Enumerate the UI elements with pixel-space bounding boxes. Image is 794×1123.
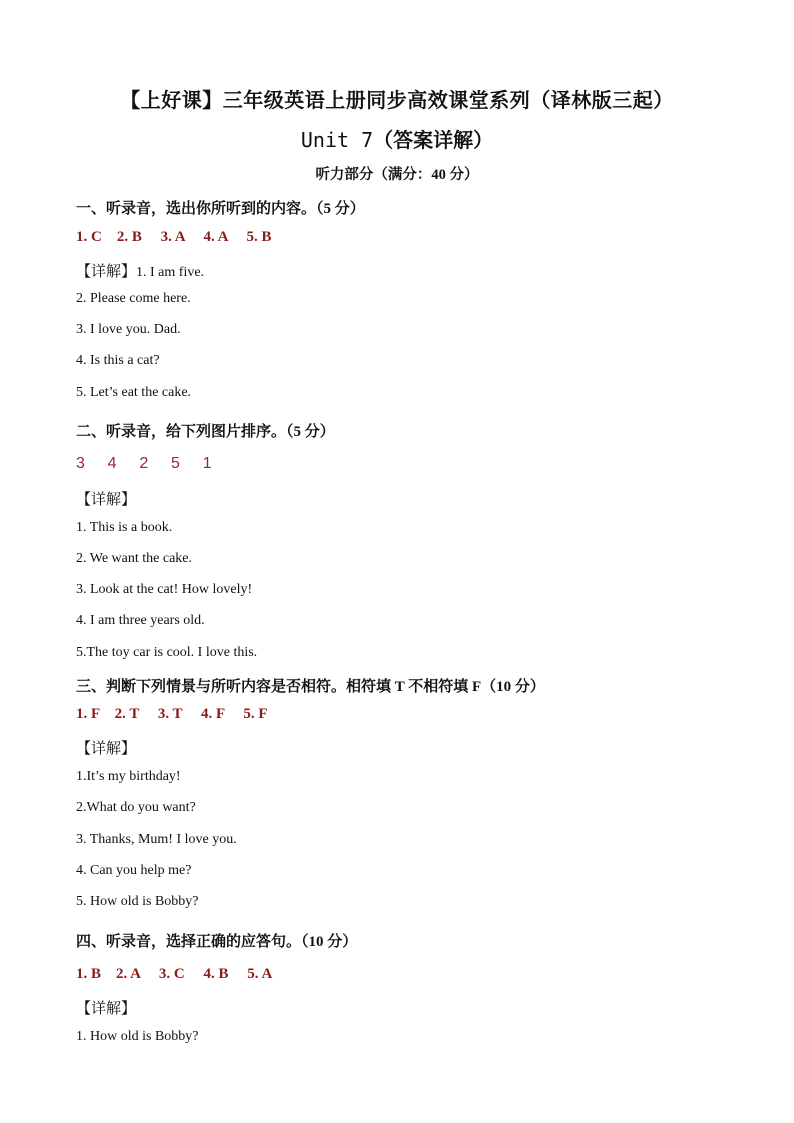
section-2-heading: 二、听录音，给下列图片排序。（5 分）	[76, 424, 335, 440]
section-2-answers: 3 4 2 5 1	[76, 455, 213, 472]
detail-tag: 【详解】	[76, 492, 137, 508]
section-3-answers: 1. F 2. T 3. T 4. F 5. F	[76, 706, 268, 722]
section-3-heading: 三、判断下列情景与所听内容是否相符。相符填 T 不相符填 F（10 分）	[76, 679, 545, 695]
document-title: 【上好课】三年级英语上册同步高效课堂系列（译林版三起）	[120, 90, 674, 112]
section-3-line-3: 3. Thanks, Mum! I love you.	[76, 832, 237, 847]
detail-tag: 【详解】	[76, 1001, 137, 1017]
section-3-detail	[76, 737, 734, 758]
section-3-line-5: 5. How old is Bobby?	[76, 894, 199, 909]
section-2-line-1: 1. This is a book.	[76, 520, 173, 535]
section-4-heading: 四、听录音，选择正确的应答句。（10 分）	[76, 934, 358, 950]
section-4-answers: 1. B 2. A 3. C 4. B 5. A	[76, 966, 273, 982]
section-2-detail	[76, 488, 734, 509]
section-1-heading: 一、听录音，选出你所听到的内容。（5 分）	[76, 201, 365, 217]
section-2-line-5: 5.The toy car is cool. I love this.	[76, 645, 258, 660]
section-1-line-3: 3. I love you. Dad.	[76, 322, 181, 337]
detail-tag: 【详解】	[76, 264, 137, 280]
section-2-line-4: 4. I am three years old.	[76, 613, 205, 628]
section-3-line-4: 4. Can you help me?	[76, 863, 192, 878]
section-2-line-2: 2. We want the cake.	[76, 551, 193, 566]
section-1-line-5: 5. Let’s eat the cake.	[76, 385, 192, 400]
section-1-detail	[76, 260, 734, 281]
section-3-line-2: 2.What do you want?	[76, 800, 196, 815]
section-4-detail	[76, 997, 734, 1018]
answer-explanation-label: （答案详解）	[373, 130, 494, 152]
document-subtitle	[0, 124, 794, 153]
unit-label: Unit 7	[300, 128, 374, 152]
part-label: 听力部分（满分：40 分）	[315, 167, 479, 183]
section-1-answers: 1. C 2. B 3. A 4. A 5. B	[76, 229, 272, 245]
section-3-line-1: 1.It’s my birthday!	[76, 769, 181, 784]
section-4-line-1: 1. How old is Bobby?	[76, 1029, 199, 1044]
detail-line: 1. I am five.	[136, 265, 205, 280]
section-1-line-2: 2. Please come here.	[76, 291, 191, 306]
section-2-line-3: 3. Look at the cat! How lovely!	[76, 582, 253, 597]
detail-tag: 【详解】	[76, 741, 137, 757]
section-1-line-4: 4. Is this a cat?	[76, 353, 160, 368]
